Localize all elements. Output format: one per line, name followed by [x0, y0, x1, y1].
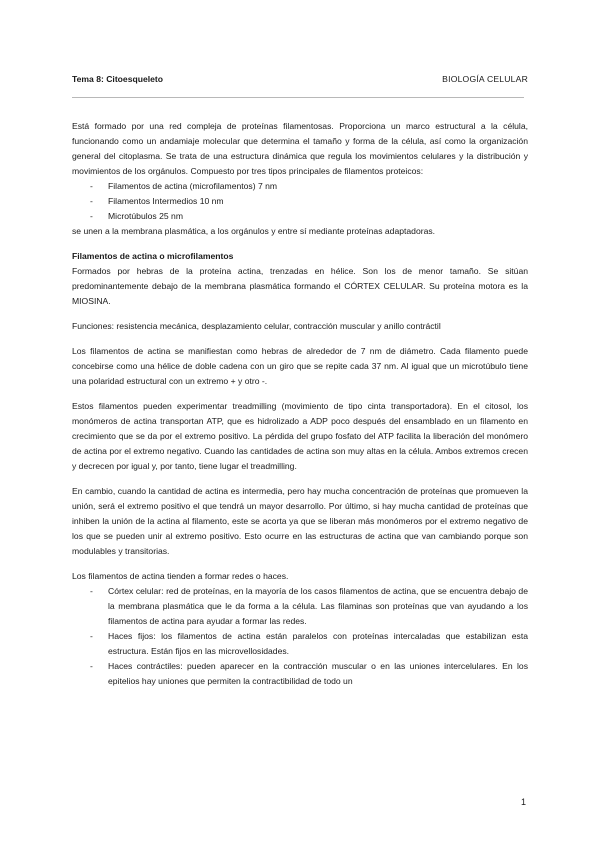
section-title: Filamentos de actina o microfilamentos — [72, 251, 234, 261]
list-item: - Haces contráctiles: pueden aparecer en la contracción muscular o en las uniones intercelulares. En los epitelios hay uniones que permiten la contractibilidad de todo un — [90, 661, 528, 686]
page-number: 1 — [520, 797, 526, 807]
paragraph: Los filamentos de actina se manifiestan como hebras de alrededor de 7 nm de diámetro. Cada filamento puede concebirse como una hélice de doble cadena con un giro que se repite cada 37 nm. Al igual que un microtúbulo tiene una polaridad estructural con un extremo + y otro -. — [72, 346, 528, 386]
document-body — [72, 119, 528, 689]
list-item: - Microtúbulos 25 nm — [72, 209, 528, 224]
bullet-dash: - — [90, 181, 93, 191]
actin-structures-list — [72, 584, 528, 689]
list-item: - Haces fijos: los filamentos de actina están paralelos con proteínas intercaladas que estabilizan esta estructura. Están fijos en las microvellosidades. — [90, 631, 528, 656]
paragraph: Estos filamentos pueden experimentar treadmilling (movimiento de tipo cinta transportadora). En el citosol, los monómeros de actina transportan ATP, que es hidrolizado a ADP poco después del ensamblado en un filamento en crecimiento que se da por el extremo positivo. La pérdida del grupo fosfato del ATP facilita la liberación del monómero de actina por el extremo negativo. Cuando las cantidades de actina son muy altas en la célula. Ambos extremos crecen y decrecen por igual y, por tanto, tiene lugar el treadmilling. — [72, 401, 528, 471]
page-header — [72, 74, 528, 96]
list-item: - Córtex celular: red de proteínas, en la mayoría de los casos filamentos de actina, que se encuentra debajo de la membrana plasmática que le da forma a la célula. Las filaminas son proteínas que van ayudando a los filamentos de actina para ayudar a formar las redes. — [90, 586, 528, 626]
list-item: - Filamentos de actina (microfilamentos) 7 nm — [72, 179, 528, 194]
bullet-dash: - — [90, 586, 93, 596]
filament-types-list — [72, 179, 528, 224]
bullet-dash: - — [90, 661, 93, 671]
bullet-dash: - — [90, 211, 93, 221]
intro-paragraph: Está formado por una red compleja de proteínas filamentosas. Proporciona un marco estructural a la célula, funcionando como un andamiaje molecular que determina el tamaño y forma de la célula, así como la organización general del citoplasma. Se trata de una estructura dinámica que regula los movimientos celulares y la distribución y movimientos de los orgánulos. Compuesto por tres tipos principales de filamentos proteicos: — [72, 121, 528, 176]
paragraph: Funciones: resistencia mecánica, desplazamiento celular, contracción muscular y anillo contráctil — [72, 321, 441, 331]
paragraph: Los filamentos de actina tienden a formar redes o haces. — [72, 571, 289, 581]
bullet-dash: - — [90, 631, 93, 641]
list-item: - Filamentos Intermedios 10 nm — [72, 194, 528, 209]
intro-after-paragraph: se unen a la membrana plasmática, a los orgánulos y entre sí mediante proteínas adaptadoras. — [72, 226, 436, 236]
paragraph: Formados por hebras de la proteína actina, trenzadas en hélice. Son los de menor tamaño. Se sitúan predominantemente debajo de la membrana plasmática formando el CÓRTEX CELULAR. Su proteína motora es la MIOSINA. — [72, 266, 528, 306]
bullet-dash: - — [90, 196, 93, 206]
header-subject: BIOLOGÍA CELULAR — [442, 74, 528, 84]
header-topic: Tema 8: Citoesqueleto — [72, 74, 164, 84]
header-divider — [72, 97, 524, 98]
paragraph: En cambio, cuando la cantidad de actina es intermedia, pero hay mucha concentración de proteínas que promueven la unión, será el extremo positivo el que tendrá un mayor desarrollo. Por último, si hay mucha cantidad de proteínas que inhiben la unión de la actina al filamento, este se acorta ya que se liberan más monómeros por el extremo negativo de los que se pueden unir al extremo positivo. Esto ocurre en las estructuras de actina que van cambiando porque son modulables y transitorias. — [72, 486, 528, 556]
